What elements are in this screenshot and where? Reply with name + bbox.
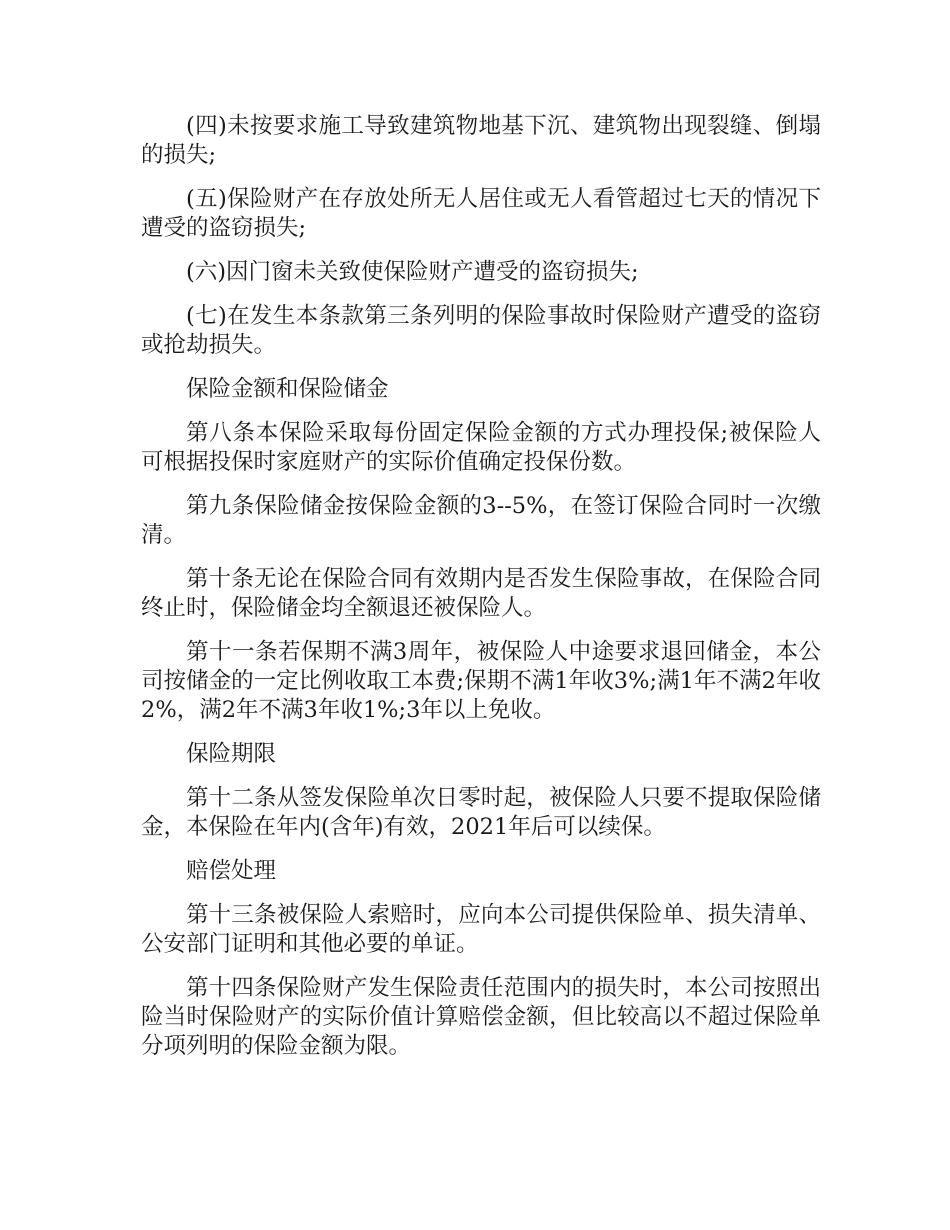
document-page (141, 112, 821, 1076)
article-11: 第十一条若保期不满3周年，被保险人中途要求退回储金，本公司按储金的一定比例收取工本费;保期不满1年收3%;满1年不满2年收2%，满2年不满3年收1%;3年以上免收。 (141, 639, 821, 723)
article-9: 第九条保险储金按保险金额的3--5%，在签订保险合同时一次缴清。 (141, 493, 821, 548)
section-heading-claims: 赔偿处理 (186, 858, 277, 884)
article-14: 第十四条保险财产发生保险责任范围内的损失时，本公司按照出险当时保险财产的实际价值计算赔偿金额，但比较高以不超过保险单分项列明的保险金额为限。 (141, 975, 821, 1059)
clause-item-6: (六)因门窗未关致使保险财产遭受的盗窃损失; (186, 259, 639, 285)
clause-item-7: (七)在发生本条款第三条列明的保险事故时保险财产遭受的盗窃或抢劫损失。 (141, 303, 821, 358)
article-13: 第十三条被保险人索赔时，应向本公司提供保险单、损失清单、公安部门证明和其他必要的单证。 (141, 902, 821, 957)
article-12: 第十二条从签发保险单次日零时起，被保险人只要不提取保险储金，本保险在年内(含年)有效，2021年后可以续保。 (141, 785, 821, 840)
clause-item-5: (五)保险财产在存放处所无人居住或无人看管超过七天的情况下遭受的盗窃损失; (141, 186, 821, 241)
article-8: 第八条本保险采取每份固定保险金额的方式办理投保;被保险人可根据投保时家庭财产的实际价值确定投保份数。 (141, 420, 821, 475)
clause-item-4: (四)未按要求施工导致建筑物地基下沉、建筑物出现裂缝、倒塌的损失; (141, 113, 821, 168)
section-heading-insurance-period: 保险期限 (186, 741, 277, 767)
section-heading-insured-amount: 保险金额和保险储金 (186, 376, 389, 402)
article-10: 第十条无论在保险合同有效期内是否发生保险事故，在保险合同终止时，保险储金均全额退还被保险人。 (141, 566, 821, 621)
